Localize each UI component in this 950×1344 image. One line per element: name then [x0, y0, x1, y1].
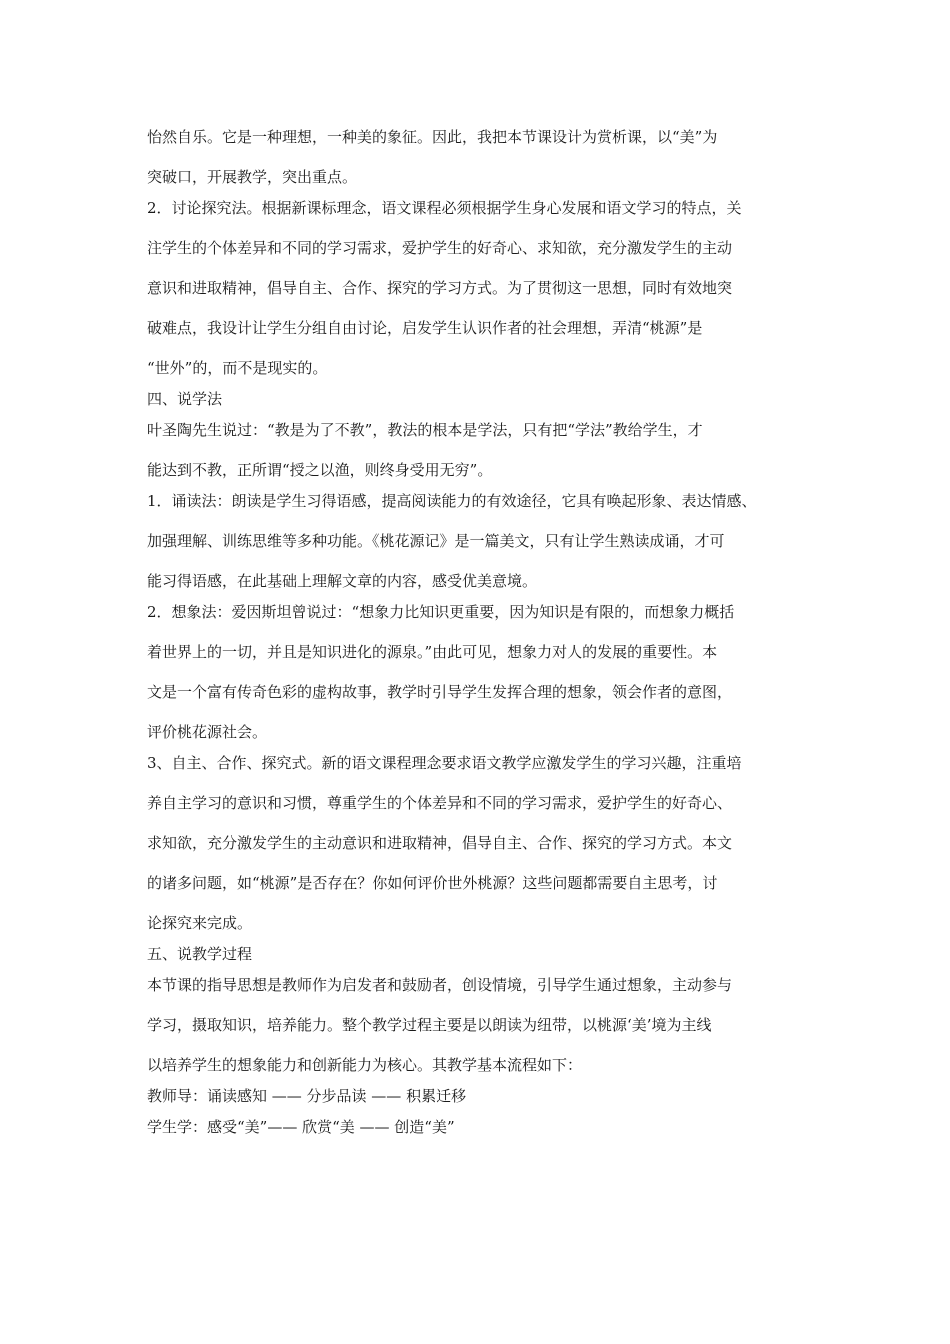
text-line: 文是一个富有传奇色彩的虚构故事，教学时引导学生发挥合理的想象，领会作者的意图，	[147, 683, 733, 701]
text-line: 3、自主、合作、探究式。新的语文课程理念要求语文教学应激发学生的学习兴趣，注重培	[147, 754, 742, 772]
text-line: 养自主学习的意识和习惯，尊重学生的个体差异和不同的学习需求，爱护学生的好奇心、	[147, 794, 733, 812]
text-line: 着世界上的一切，并且是知识进化的源泉。”由此可见，想象力对人的发展的重要性。本	[147, 643, 718, 661]
text-line: 以培养学生的想象能力和创新能力为核心。其教学基本流程如下：	[147, 1056, 583, 1074]
text-line: 学习，摄取知识，培养能力。整个教学过程主要是以朗读为纽带，以桃源‘美’境为主线	[147, 1016, 712, 1034]
text-line: 本节课的指导思想是教师作为启发者和鼓励者，创设情境，引导学生通过想象，主动参与	[147, 976, 733, 994]
text-line: 的诸多问题，如“桃源”是否存在？你如何评价世外桃源？这些问题都需要自主思考，讨	[147, 874, 718, 892]
text-line: 能习得语感，在此基础上理解文章的内容，感受优美意境。	[147, 572, 538, 590]
text-line: 突破口，开展教学，突出重点。	[147, 168, 358, 186]
text-line: 求知欲，充分激发学生的主动意识和进取精神，倡导自主、合作、探究的学习方式。本文	[147, 834, 733, 852]
section-heading: 五、说教学过程	[147, 945, 253, 963]
text-line: “世外”的，而不是现实的。	[147, 359, 328, 377]
text-line: 评价桃花源社会。	[147, 723, 268, 741]
text-line: 注学生的个体差异和不同的学习需求，爱护学生的好奇心、求知欲，充分激发学生的主动	[147, 239, 733, 257]
text-line: 破难点，我设计让学生分组自由讨论，启发学生认识作者的社会理想，弄清“桃源”是	[147, 319, 703, 337]
text-line: 意识和进取精神，倡导自主、合作、探究的学习方式。为了贯彻这一思想，同时有效地突	[147, 279, 733, 297]
section-heading: 四、说学法	[147, 390, 223, 408]
text-line: 2．讨论探究法。根据新课标理念，语文课程必须根据学生身心发展和语文学习的特点，关	[147, 199, 742, 217]
flow-teacher-line: 教师导：诵读感知 —— 分步品读 —— 积累迁移	[147, 1087, 467, 1105]
text-line: 能达到不教，正所谓“授之以渔，则终身受用无穷”。	[147, 461, 493, 479]
text-line: 叶圣陶先生说过：“教是为了不教”，教法的根本是学法，只有把“学法”教给学生，才	[147, 421, 703, 439]
text-line: 论探究来完成。	[147, 914, 253, 932]
text-line: 2．想象法：爱因斯坦曾说过：“想象力比知识更重要，因为知识是有限的，而想象力概括	[147, 603, 735, 621]
document-body	[147, 123, 847, 1141]
text-line: 加强理解、训练思维等多种功能。《桃花源记》是一篇美文，只有让学生熟读成诵，才可	[147, 532, 725, 550]
text-line: 1．诵读法：朗读是学生习得语感，提高阅读能力的有效途径，它具有唤起形象、表达情感、	[147, 492, 757, 510]
text-line: 怡然自乐。它是一种理想，一种美的象征。因此，我把本节课设计为赏析课，以“美”为	[147, 128, 718, 146]
flow-student-line: 学生学：感受“美”—— 欣赏“美 —— 创造“美”	[147, 1118, 455, 1136]
